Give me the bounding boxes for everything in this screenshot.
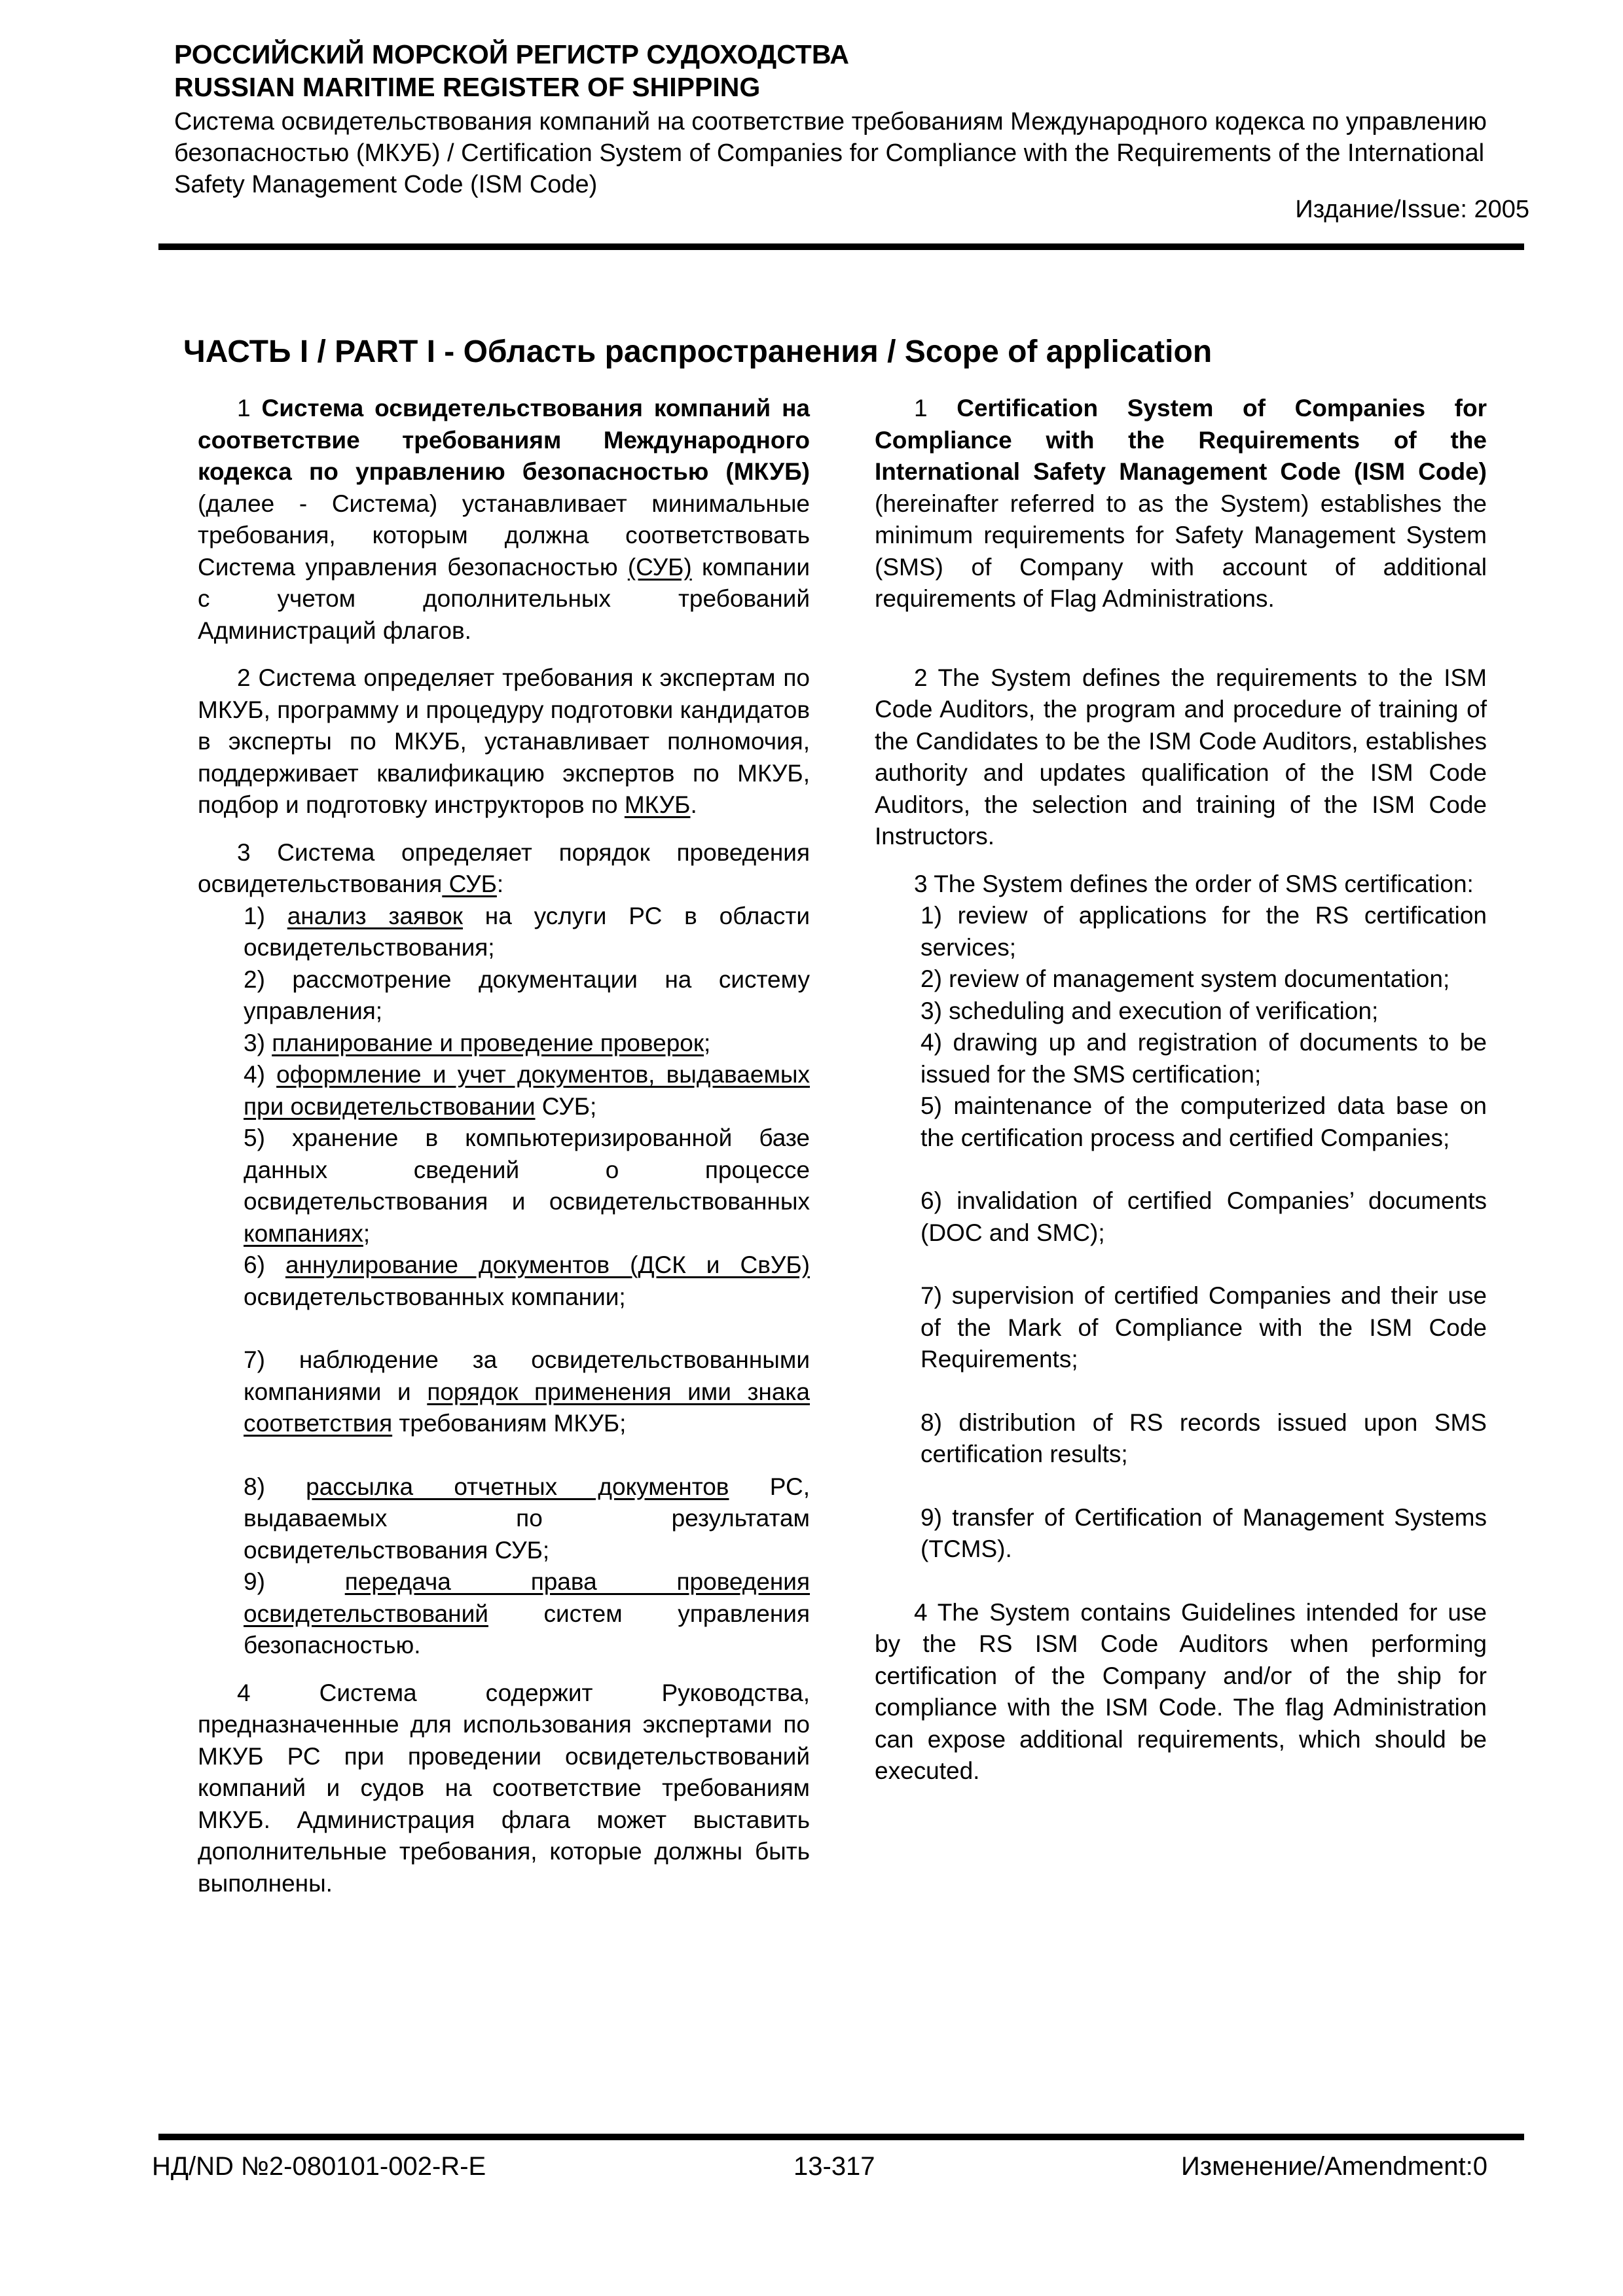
ru-i8-underlined: рассылка отчетных документов xyxy=(306,1473,729,1500)
system-title: Система освидетельствования компаний на соответствие требованиям Международного кодекса по управлению безопасностью (МКУБ) / Certification System of Companies for Compliance with the Requirements of the International Safety Management Code (ISM Code) xyxy=(174,108,1487,198)
ru-i7-underlined: порядок применения ими знака соответствия xyxy=(244,1378,810,1437)
en-list-item-8: 8) distribution of RS records issued upon SMS certification results; xyxy=(921,1408,1487,1467)
ru-i8-text: РС, выдаваемых по результатам освидетельствования СУБ; xyxy=(244,1473,810,1564)
en-list-item-2: 2) review of management system documentation; xyxy=(921,965,1450,992)
ru-paragraph-3 xyxy=(198,837,810,901)
issue-label: Издание/Issue: 2005 xyxy=(1295,196,1529,223)
en-p1-number: 1 xyxy=(914,395,957,422)
ru-i6-underlined: аннулирование документов (ДСК и СвУБ) xyxy=(285,1251,810,1278)
page-number: 13-317 xyxy=(793,2152,875,2181)
ru-i9-text: систем управления безопасностью. xyxy=(244,1600,810,1659)
amendment-label: Изменение/Amendment:0 xyxy=(1181,2152,1487,2181)
ru-p3-end: : xyxy=(496,870,504,897)
ru-p1-text: (далее - Система) устанавливает минимальные требования, которым должна соответствовать Система управления безопасностью xyxy=(198,490,810,581)
ru-p1-bold: Система освидетельствования компаний на соответствие требованиям Международного кодекса по управлению безопасностью (МКУБ) xyxy=(198,395,811,485)
ru-i1-text: на услуги РС в области освидетельствования; xyxy=(244,902,810,961)
ru-i3-text: ; xyxy=(704,1029,711,1056)
en-list-item-1: 1) review of applications for the RS certification services; xyxy=(921,902,1487,961)
russian-column xyxy=(198,393,810,1899)
ru-i9-underlined: передача права проведения освидетельствований xyxy=(244,1568,811,1627)
document-number: НД/ND №2-080101-002-R-E xyxy=(152,2152,486,2181)
ru-list-item-1 xyxy=(198,901,810,964)
ru-p2-underlined: МКУБ xyxy=(624,791,691,818)
english-column xyxy=(875,393,1487,1787)
ru-p1-underlined: (СУБ) xyxy=(627,553,692,581)
ru-i7-text: 7) наблюдение за освидетельствованными компаниями и xyxy=(244,1346,810,1405)
ru-paragraph-4: 4 Система содержит Руководства, предназначенные для использования экспертами по МКУБ РС при проведении освидетельствований компаний и судов на соответствие требованиям МКУБ. Администрация флага может выставить дополнительные требования, которые должны быть выполнены. xyxy=(198,1679,810,1897)
ru-list-item-3 xyxy=(198,1028,810,1060)
ru-i6-text: освидетельствованных компании; xyxy=(244,1283,626,1310)
en-paragraph-1 xyxy=(875,393,1487,615)
en-paragraph-4: 4 The System contains Guidelines intended for use by the RS ISM Code Auditors when performing certification of the Company and/or of the ship for compliance with the ISM Code. The flag Administration can expose additional requirements, which should be executed. xyxy=(875,1598,1487,1784)
footer-divider xyxy=(158,2134,1524,2140)
ru-p1-number: 1 xyxy=(237,395,262,422)
ru-i3-underlined: планирование и проведение проверок xyxy=(272,1029,704,1056)
org-name-en: RUSSIAN MARITIME REGISTER OF SHIPPING xyxy=(174,72,761,102)
ru-i8-num: 8) xyxy=(244,1473,306,1500)
ru-i4-underlined: оформление и учет документов, выдаваемых при освидетельствовании xyxy=(244,1061,810,1120)
ru-p1-text-end: компании с учетом дополнительных требований Администраций флагов. xyxy=(198,553,810,644)
ru-list-item-2: 2) рассмотрение документации на систему управления; xyxy=(244,965,810,1024)
ru-i4-num: 4) xyxy=(244,1061,277,1088)
org-name-ru: РОССИЙСКИЙ МОРСКОЙ РЕГИСТР СУДОХОДСТВА xyxy=(174,39,850,69)
ru-list-item-8 xyxy=(198,1471,810,1567)
en-paragraph-3: 3 The System defines the order of SMS certification: xyxy=(914,870,1474,897)
ru-p2-text: 2 Система определяет требования к экспертам по МКУБ, программу и процедуру подготовки кандидатов в эксперты по МКУБ, устанавливает полномочия, поддерживает квалификацию экспертов по МКУБ, подбор и подготовку инструкторов по xyxy=(198,664,810,818)
en-list-item-7: 7) supervision of certified Companies and their use of the Mark of Compliance with the ISM Code Requirements; xyxy=(921,1282,1487,1372)
ru-p2-end: . xyxy=(690,791,697,818)
ru-p3-text: 3 Система определяет порядок проведения освидетельствования xyxy=(198,838,810,897)
en-paragraph-2: 2 The System defines the requirements to the ISM Code Auditors, the program and procedure of training of the Candidates to be the ISM Code Auditors, establishes authority and updates qualification of the ISM Code Auditors, the selection and training of the ISM Code Instructors. xyxy=(875,664,1487,850)
ru-i5-text: 5) хранение в компьютеризированной базе данных сведений о процессе освидетельствования и освидетельствованных xyxy=(244,1124,810,1215)
ru-i7-end: требованиям МКУБ; xyxy=(392,1410,627,1437)
en-list-item-5: 5) maintenance of the computerized data base on the certification process and certified Companies; xyxy=(921,1092,1487,1151)
ru-i6-num: 6) xyxy=(244,1251,285,1278)
ru-paragraph-1 xyxy=(198,393,810,647)
ru-i3-num: 3) xyxy=(244,1029,272,1056)
ru-list-item-7 xyxy=(198,1344,810,1440)
ru-i1-num: 1) xyxy=(244,902,287,929)
en-list-item-4: 4) drawing up and registration of documents to be issued for the SMS certification; xyxy=(921,1029,1487,1088)
ru-list-item-9 xyxy=(198,1566,810,1662)
ru-i1-underlined: анализ заявок xyxy=(287,902,463,929)
en-list-item-9: 9) transfer of Certification of Management Systems (TCMS). xyxy=(921,1503,1487,1562)
ru-i5-end: ; xyxy=(363,1219,371,1247)
ru-paragraph-2 xyxy=(198,662,810,821)
en-list-item-3: 3) scheduling and execution of verification; xyxy=(921,997,1379,1024)
ru-p3-underlined: СУБ xyxy=(442,870,497,897)
ru-list-item-6 xyxy=(198,1249,810,1313)
ru-i5-underlined: компаниях xyxy=(244,1219,363,1247)
part-title: ЧАСТЬ I / PART I - Область распространения / Scope of application xyxy=(183,334,1213,369)
header-divider xyxy=(158,243,1524,250)
en-p1-bold: Certification System of Companies for Compliance with the Requirements of the International Safety Management Code (ISM Code) xyxy=(875,395,1487,485)
en-p1-text: (hereinafter referred to as the System) establishes the minimum requirements for Safety Management System (SMS) of Company with account of additional requirements of Flag Administrations. xyxy=(875,490,1487,612)
ru-list-item-4 xyxy=(198,1059,810,1122)
en-list-item-6: 6) invalidation of certified Companies’ documents (DOC and SMC); xyxy=(921,1187,1487,1246)
ru-i9-num: 9) xyxy=(244,1568,345,1595)
document-header xyxy=(174,38,1529,200)
ru-list-item-5 xyxy=(198,1122,810,1249)
ru-i4-text: СУБ; xyxy=(535,1092,597,1120)
